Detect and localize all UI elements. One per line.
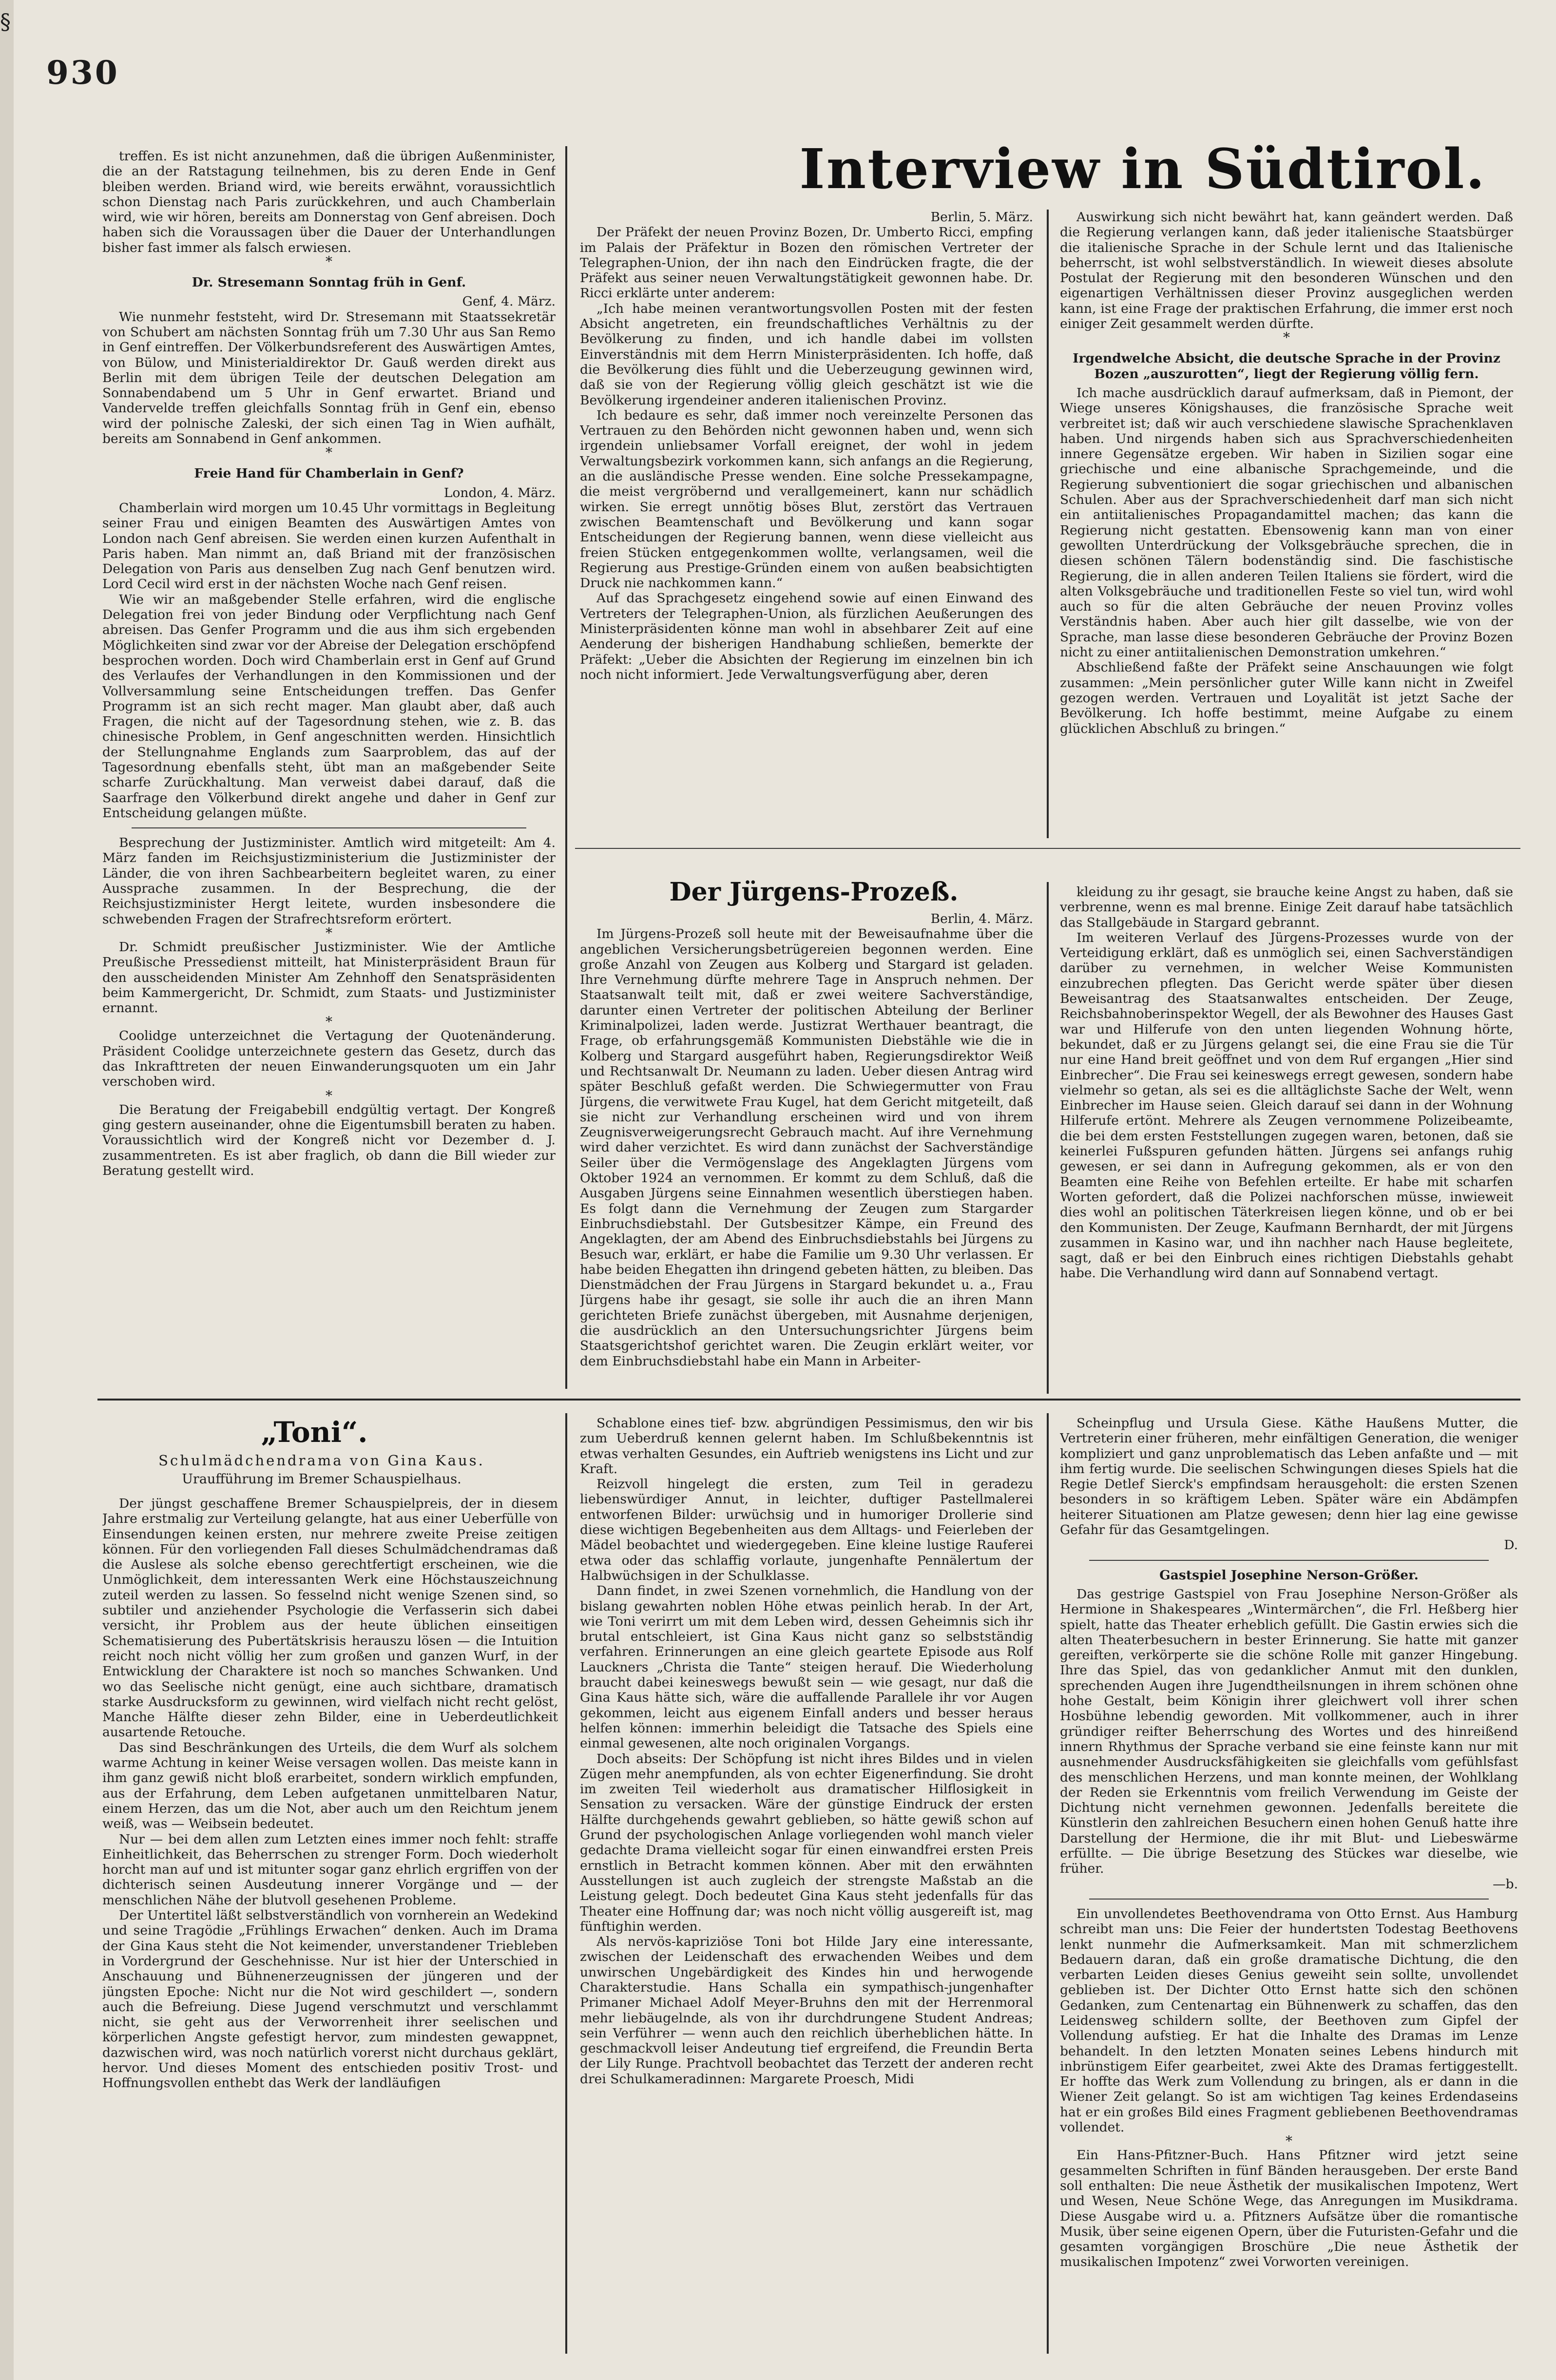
asterisk-separator: *	[326, 444, 332, 461]
asterisk-separator: *	[326, 253, 332, 270]
article-paragraph: Dr. Schmidt preußischer Justizminister. Wie der Amtliche Preußische Pressedienst mitteilt, hat Ministerpräsident Braun für den ausscheidenden Minister Am Zehnhoff den Senatspräsidenten beim Kammergericht, Dr. Schmidt, zum Staats- und Justizminister ernannt.	[102, 939, 556, 1016]
article-paragraph: Schablone eines tief- bzw. abgründigen Pessimismus, den wir bis zum Ueberdruß kennen gelernt haben. Im Schlußbekenntnis ist etwas verhalten Gesundes, ein Auftrieb wenigstens ins Licht und zur Kraft.	[580, 1416, 1033, 1477]
article-paragraph: Scheinpflug und Ursula Giese. Käthe Haußens Mutter, die Vertreterin einer früheren, mehr einfältigen Generation, die weniger kompliziert und ganz unproblematisch das Leben anfaßte und — mit ihm fertig wurde. Die seelischen Schwingungen dieses Spiels hat die Regie Detlef Sierck's empfindsam herausgeholt: die ersten Szenen besonders in so kräftigem Leben. Später wäre ein Abdämpfen heiterer Situationen am Platze gewesen; denn hier lag eine gewisse Gefahr für das Gesamtgelingen.	[1060, 1416, 1518, 1538]
article-paragraph: Dann findet, in zwei Szenen vornehmlich, die Handlung von der bislang gewahrten noblen Höhe etwas peinlich herab. In der Art, wie Toni verirrt um mit dem Leben wird, dessen Geheimnis sich ihr brutal entschleiert, ist Gina Kaus nicht ganz so selbstständig verfahren. Erinnerungen an eine gleich geartete Episode aus Rolf Lauckners „Christa die Tante“ steigen herauf. Die Wiederholung braucht dabei keineswegs bewußt sein — wie gesagt, nur daß die Gina Kaus hätte sich, wäre die auffallende Parallele ihr vor Augen gekommen, leicht aus eigenem Einfall anders und besser heraus helfen können: immerhin beleidigt die Tatsache des Spiels eine einmal gewesenen, alte noch originalen Vorgangs.	[580, 1583, 1033, 1751]
section-divider	[1089, 1899, 1489, 1900]
dateline: —b.	[1493, 1876, 1518, 1892]
article-subheading: Gastspiel Josephine Nerson-Größer.	[1159, 1567, 1419, 1583]
feuilleton-rule	[97, 1399, 1520, 1401]
column-rule-left	[565, 146, 567, 1389]
juergens-column-1	[580, 911, 1033, 1394]
article-subheading: Freie Hand für Chamberlain in Genf?	[194, 466, 464, 481]
toni-subtitle-2: Uraufführung im Bremer Schauspielhaus.	[182, 1472, 461, 1487]
article-paragraph: Als nervös-kapriziöse Toni bot Hilde Jary eine interessante, zwischen der Leidenschaft des erwachenden Weibes und dem unwirschen Ungebärdigkeit des Kindes hin und herwogende Charakterstudie. Hans Schalla ein sympathisch-jungenhafter Primaner Michael Adolf Meyer-Bruhns den mit der Herrenmoral mehr liebäugelnde, als von ihr durchdrungene Student Andreas; sein Verführer — wenn auch den reichlich überheblichen hätte. In geschmackvoll leiser Andeutung tief ergreifend, die Freundin Berta der Lily Runge. Prachtvoll beobachtet das Terzett der anderen recht drei Schulkameradinnen: Margarete Proesch, Midi	[580, 1934, 1033, 2087]
article-paragraph: Wie wir an maßgebender Stelle erfahren, wird die englische Delegation frei von jeder Bindung oder Verpflichtung nach Genf abreisen. Das Genfer Programm und die aus ihm sich ergebenden Möglichkeiten sind zwar vor der Abreise der Delegation erschöpfend besprochen worden. Doch wird Chamberlain erst in Genf auf Grund des Verlaufes der Verhandlungen in den Kommissionen und der Vollversammlung seine Entscheidungen treffen. Das Genfer Programm ist an sich recht mager. Man glaubt aber, daß auch Fragen, die nicht auf der Tagesordnung stehen, wie z. B. das chinesische Problem, in Genf angeschnitten werden. Hinsichtlich der Stellungnahme Englands zum Saarproblem, das auf der Tagesordnung ebenfalls steht, übt man an maßgebender Seite scharfe Zurückhaltung. Man verweist dabei darauf, daß die Saarfrage den Völkerbund direkt angehe und daher in Genf zur Entscheidung gelangen müßte.	[102, 592, 556, 821]
dateline: Genf, 4. März.	[462, 294, 556, 309]
column-rule-interview	[1047, 210, 1049, 838]
asterisk-separator: *	[326, 1014, 332, 1030]
interview-headline: Interview in Südtirol.	[799, 137, 1486, 201]
asterisk-separator: *	[1286, 2133, 1292, 2150]
juergens-headline: Der Jürgens-Prozeß.	[669, 877, 959, 907]
article-paragraph: Ich bedaure es sehr, daß immer noch vereinzelte Personen das Vertrauen zu den Behörden nicht gewonnen haben und, wenn sich irgendein unliebsamer Vorfall ereignet, der wohl in jedem Verwaltungsbezirk vorkommen kann, sich anfangs an die Regierung, an die ausländische Presse wenden. Eine solche Pressekampagne, die meist vergröbernd und verallgemeinert, kann nur schädlich wirken. Sie erregt unnötig böses Blut, zerstört das Vertrauen zwischen Beamtenschaft und Bevölkerung und kann sogar Entscheidungen der Regierung bannen, wenn diese vielleicht aus freien Stücken entgegenkommen wollte, verlangsamen, weil die Regierung aus Prestige-Gründen einem von außen beabsichtigten Druck nie nachkommen kann.“	[580, 407, 1033, 591]
article-paragraph: Der Präfekt der neuen Provinz Bozen, Dr. Umberto Ricci, empfing im Palais der Präfektur in Bozen den römischen Vertreter der Telegraphen-Union, der ihn nach den Eindrücken fragte, die der Präfekt aus seiner neuen Verwaltungstätigkeit gewonnen habe. Dr. Ricci erklärte unter anderem:	[580, 225, 1033, 301]
column-rule-juergens	[1047, 882, 1049, 1394]
article-subheading: Irgendwelche Absicht, die deutsche Sprache in der Provinz Bozen „auszurotten“, liegt der Regierung völlig fern.	[1073, 351, 1500, 382]
article-paragraph: Der jüngst geschaffene Bremer Schauspielpreis, der in diesem Jahre erstmalig zur Verteilung gelangte, hat aus einer Ueberfülle von Einsendungen keinen ersten, nur mehrere zweite Preise zeitigen können. Für den vorliegenden Fall dieses Schulmädchendramas daß die Auslese als solche ebenso gerechtfertigt erscheinen, wie die Unmöglichkeit, dem interessanten Werk eine Höchstauszeichnung zuteil werden zu lassen. So fesselnd nicht wenige Szenen sind, so subtiler und anziehender Psychologie die Verfasserin sich dabei versicht, ihr Problem aus der heute üblichen einseitigen Schematisierung des Pubertätskrisis herauszu lösen — die Intuition reicht noch nicht völlig her zum großen und ganzen Wurf, in der Entwicklung der Charaktere ist noch so manches Schwanken. Und wo das Seelische nicht genügt, eine auch sichtbare, dramatisch starke Ausdrucksform zu gewinnen, wird vielfach nicht recht gelöst, Manche Hälfte dieser zehn Bilder, eine in Ueberdeutlichkeit ausartende Retouche.	[102, 1496, 558, 1740]
article-paragraph: Reizvoll hingelegt die ersten, zum Teil in geradezu liebenswürdiger Annut, in leichter, duftiger Pastellmalerei entworfenen Bilder: urwüchsig und in humoriger Drollerie sind diese wichtigen Begebenheiten aus dem Alltags- und Feierleben der Mädel beobachtet und wiedergegeben. Eine kleine lustige Rauferei etwa oder das schlaffig vorlaute, jungenhafte Pennälertum der Halbwüchsigen in der Schulklasse.	[580, 1477, 1033, 1583]
article-paragraph: Die Beratung der Freigabebill endgültig vertagt. Der Kongreß ging gestern auseinander, ohne die Eigentumsbill beraten zu haben. Voraussichtlich wird der Kongreß nicht vor Dezember d. J. zusammentreten. Es ist aber fraglich, ob dann die Bill wieder zur Beratung gestellt wird.	[102, 1102, 556, 1178]
article-subheading: Dr. Stresemann Sonntag früh in Genf.	[192, 275, 466, 290]
asterisk-separator: *	[326, 924, 332, 941]
article-paragraph: Chamberlain wird morgen um 10.45 Uhr vormittags in Begleitung seiner Frau und einigen Beamten des Auswärtigen Amtes von London nach Genf abreisen. Sie werden einen kurzen Aufenthalt in Paris haben. Man nimmt an, daß Briand mit der französischen Delegation von Paris aus denselben Zug nach Genf benutzen wird. Lord Cecil wird erst in der nächsten Woche nach Genf reisen.	[102, 500, 556, 592]
article-paragraph: Der Untertitel läßt selbstverständlich von vornherein an Wedekind und seine Tragödie „Frühlings Erwachen“ denken. Auch im Drama der Gina Kaus steht die Not keimender, unverstandener Triebleben in Vordergrund der Geschehnisse. Nur ist hier der Unterschied in Anschauung und Bühnenerzeugnissen der jüngeren und der jüngsten Epoche: Nicht nur die Not wird geschildert —, sondern auch die Befreiung. Diese Jugend verschmutzt und verschlammt nicht, sie geht aus der Verworrenheit ihrer seelischen und körperlichen Angste gefestigt hervor, zum mindesten gewappnet, dazwischen wird, was noch natürlich vorerst nicht durchaus geklärt, hervor. Und dieses Moment des entschieden positiv Trost- und Hoffnungsvollen enthebt das Werk der landläufigen	[102, 1908, 558, 2091]
article-paragraph: Auf das Sprachgesetz eingehend sowie auf einen Einwand des Vertreters der Telegraphen-Union, als fürzlichen Aeußerungen des Ministerpräsidenten könne man wohl in absehbarer Zeit auf eine Aenderung der bisherigen Handhabung schließen, bemerkte der Präfekt: „Ueber die Absichten der Regierung im einzelnen bin ich noch nicht informiert. Jede Verwaltungsverfügung aber, deren	[580, 591, 1033, 682]
article-paragraph: Ein unvollendetes Beethovendrama von Otto Ernst. Aus Hamburg schreibt man uns: Die Feier der hundertsten Todestag Beethovens lenkt nunmehr die Aufmerksamkeit. Man mit schmerzlichem Bedauern daran, daß ein große dramatische Dichtung, die den verbarten Leiden dieses Genius geweiht sein sollte, unvollendet geblieben ist. Der Dichter Otto Ernst hatte sich den schönen Gedanken, zum Centenartag ein Bühnenwerk zu schaffen, das den Leidensweg schildern sollte, der Beethoven zum Gipfel der Vollendung aufstieg. Er hat die Inhalte des Dramas im Lenze behandelt. In den letzten Monaten seines Lebens hindurch mit inbrünstigem Eifer gearbeitet, zwei Akte des Dramas fertiggestellt. Er hoffte das Werk zum Vollendung zu bringen, als er dann in die Wiener Zeit gelangt. So ist am wichtigen Tag keines Erdendaseins hat er ein großes Bild eines Fragment gebliebenen Beethovendramas vollendet.	[1060, 1906, 1518, 2135]
section-divider	[132, 827, 526, 828]
article-paragraph: Das sind Beschränkungen des Urteils, die dem Wurf als solchem warme Achtung in keiner Weise versagen wollen. Das meiste kann in ihm ganz gewiß nicht bloß erarbeitet, sondern wirklich empfunden, aus der Erfahrung, dem Leben aufgetanen unmittelbaren Natur, einem Herzen, das um die Not, aber auch um den Reichtum jenem weiß, was — Weibsein bedeutet.	[102, 1740, 558, 1832]
asterisk-separator: *	[1283, 329, 1290, 346]
article-paragraph: Besprechung der Justizminister. Amtlich wird mitgeteilt: Am 4. März fanden im Reichsjustizministerium die Justizminister der Länder, die von ihren Sachbearbeitern begleitet waren, zu einer Aussprache zusammen. In der Besprechung, die der Reichsjustizminister Hergt leitete, wurden insbesondere die schwebenden Fragen der Strafrechtsreform erörtert.	[102, 835, 556, 927]
article-paragraph: Ich mache ausdrücklich darauf aufmerksam, daß in Piemont, der Wiege unseres Königshauses, die französische Sprache weit verbreitet ist; daß wir auch verschiedene slawische Sprachenklaven haben. Und nirgends haben sich aus Sprachverschiedenheiten innere Gegensätze ergeben. Wir haben in Sizilien sogar eine griechische und eine albanische Sprachgemeinde, und die Regierung subventioniert die sogar griechischen und albanischen Schulen. Aber aus der Sprachverschiedenheit darf man sich nicht ein antiitalienisches Propagandamittel machen; das kann die Regierung nicht gestatten. Ebensowenig kann man von einer gewollten Unterdrückung der Volksgebräuche sprechen, die in diesen schönen Tälern bodenständig sind. Die faschistische Regierung, die in allen anderen Teilen Italiens sie fördert, wird die alten Volksgebräuche und traditionellen Feste so viel tun, wird wohl auch so für die alten Gebräuche der neuen Provinz volles Verständnis haben. Aber auch hier gilt dasselbe, wie von der Sprache, man lasse diese besonderen Gebräuche der Provinz Bozen nicht zu einer antiitalienischen Demonstration umkehren.“	[1060, 385, 1513, 660]
toni-headline: „Toni“.	[261, 1416, 368, 1449]
article-paragraph: Das gestrige Gastspiel von Frau Josephine Nerson-Größer als Hermione in Shakespeares „Wintermärchen“, die Frl. Heßberg hier spielt, hatte das Theater erheblich gefüllt. Die Gastin erwies sich die alten Theaterbesuchern in bester Erinnerung. Sie hatte mit ganzer gereiften, verkörperte sie die schöne Rolle mit ganzer Hingebung. Ihre das Spiel, das von gedanklicher Anmut mit den dunklen, sprechenden Augen ihre Jugendtheilsnungen in ihrem schönen ohne hohe Gestalt, beim Königin ihrer gleichwert voll ihrer schen Hosbühne lebendig geworden. Mit vollkommener, auch in ihrer gründiger reifter Beherrschung des Wortes und des hinreißend innern Rhythmus der Sprache verband sie eine feinste kann nur mit ausnehmender Ausdrucksfähigkeiten sie gleichfalls vom gefühlsfast des menschlichen Herzens, und man konnte meinen, der Wohlklang der Reden sie Erkenntnis vom freilich Verwendung im Geiste der Dichtung nicht vernehmen gewonnen. Jedenfalls bereitete die Künstlerin den zahlreichen Besuchern einen hohen Genuß hatte ihre Darstellung der Hermione, die ihr mit Blut- und Liebeswärme erfüllte. — Die übrige Besetzung des Stückes war dieselbe, wie früher.	[1060, 1586, 1518, 1877]
article-paragraph: Abschließend faßte der Präfekt seine Anschauungen wie folgt zusammen: „Mein persönlicher guter Wille kann nicht in Zweifel gezogen werden. Vertrauen und Loyalität ist jetzt Sache der Bevölkerung. Ich hoffe bestimmt, meine Aufgabe zu einem glücklichen Abschluß zu bringen.“	[1060, 660, 1513, 736]
toni-column-3	[1060, 1416, 1518, 2354]
page-number: 930	[46, 54, 119, 92]
toni-subtitle: Schulmädchendrama von Gina Kaus.	[158, 1452, 485, 1469]
interview-divider	[575, 848, 1520, 849]
article-paragraph: Coolidge unterzeichnet die Vertagung der Quotenänderung. Präsident Coolidge unterzeichnete gestern das Gesetz, durch das das Inkrafttreten der neuen Einwanderungsquoten um ein Jahr verschoben wird.	[102, 1028, 556, 1090]
article-paragraph: Wie nunmehr feststeht, wird Dr. Stresemann mit Staatssekretär von Schubert am nächsten Sonntag früh um 7.30 Uhr aus San Remo in Genf eintreffen. Der Völkerbundsreferent des Auswärtigen Amtes, von Bülow, und Ministerialdirektor Dr. Gauß werden direkt aus Berlin mit dem übrigen Teile der deutschen Delegation am Sonnabendabend um 5 Uhr in Genf erwartet. Briand und Vandervelde treffen gleichfalls Sonntag früh in Genf ein, ebenso wird der polnische Zaleski, der sich einen Tag in Wien aufhält, bereits am Sonnabend in Genf ankommen.	[102, 309, 556, 447]
toni-column-1	[102, 1496, 558, 2354]
left-top-column	[102, 149, 556, 1386]
article-paragraph: Im Jürgens-Prozeß soll heute mit der Beweisaufnahme über die angeblichen Versicherungsbetrügereien begonnen werden. Eine große Anzahl von Zeugen aus Kolberg und Stargard ist geladen. Ihre Vernehmung dürfte mehrere Tage in Anspruch nehmen. Der Staatsanwalt teilt mit, daß er zwei weitere Sachverständige, darunter einen Vertreter der politischen Abteilung der Berliner Kriminalpolizei, laden werde. Justizrat Werthauer beantragt, die Frage, ob erfahrungsgemäß Kommunisten Diebstähle wie die in Kolberg und Stargard ausgeführt haben, Regierungsdirektor Weiß und Rechtsanwalt Dr. Neumann zu laden. Ueber diesen Antrag wird später Beschluß gefaßt werden. Die Schwiegermutter von Frau Jürgens, die verwitwete Frau Kugel, hat dem Gericht mitgeteilt, daß sie nicht zur Verhandlung erscheinen wird und von ihrem Zeugnisverweigerungsrecht Gebrauch macht. Auf ihre Vernehmung wird daher verzichtet. Es wird dann zunächst der Sachverständige Seiler über die Vermögenslage des Angeklagten Jürgens vom Oktober 1924 an vernommen. Er kommt zu dem Schluß, daß die Ausgaben Jürgens seine Einnahmen wesentlich überstiegen haben. Es folgt dann die Vernehmung der Zeugen zum Stargarder Einbruchsdiebstahl. Der Gutsbesitzer Kämpe, ein Freund des Angeklagten, der am Abend des Einbruchsdiebstahls bei Jürgens zu Besuch war, erklärt, er habe die Familie um 9.30 Uhr verlassen. Er habe beiden Ehegatten ihn dringend gebeten hätten, zu bleiben. Das Dienstmädchen der Frau Jürgens in Stargard bekundet u. a., Frau Jürgens habe ihr gesagt, sie solle ihr auch die an ihren Mann gerichteten Briefe zunächst übergeben, mit Ausnahme derjenigen, die ausdrücklich an den Untersuchungsrichter Jürgens beim Staatsgerichtshof gerichtet waren. Die Zeugin erklärt weiter, vor dem Einbruchsdiebstahl habe ein Mann in Arbeiter-	[580, 926, 1033, 1369]
dateline: D.	[1504, 1537, 1518, 1553]
asterisk-separator: *	[326, 1087, 332, 1104]
article-paragraph: Im weiteren Verlauf des Jürgens-Prozesses wurde von der Verteidigung erklärt, daß es unmöglich sei, einen Sachverständigen darüber zu vernehmen, in welcher Weise Kommunisten einzubrechen pflegten. Das Gericht werde später über diesen Beweisantrag des Staatsanwaltes entscheiden. Der Zeuge, Reichsbahnoberinspektor Wegell, der als Bewohner des Hauses Gast war und Hilferufe von den unten liegenden Wohnung hörte, bekundet, daß er zu Jürgens gelangt sei, die eine Frau sie die Tür nur eine Hand breit geöffnet und von dem Ruf ergangen „Hier sind Einbrecher“. Die Frau sei keineswegs erregt gewesen, sondern habe vielmehr so getan, als sei es die alltäglichste Sache der Welt, wenn Einbrecher im Hause seien. Gleich darauf sei dann in der Wohnung Hilferufe ertönt. Mehrere als Zeugen vernommene Polizeibeamte, die bei dem ersten Feststellungen zugegen waren, betonen, daß sie keinerlei Fußspuren gefunden hätten. Jürgens sei anfangs ruhig gewesen, er sei dann in Aufregung gekommen, als er von den Beamten eine Reihe von Befehlen erteilte. Er habe mit scharfen Worten gefordert, daß die Polizei nachforschen müsse, inwieweit dies wohl an politischen Täterkreisen liegen könne, und ob er bei den Kommunisten. Der Zeuge, Kaufmann Bernhardt, der mit Jürgens zusammen in Kasino war, und ihn nachher nach Hause begleitete, sagt, daß er bei den Einbruch eines richtigen Diebstahls gehabt habe. Die Verhandlung wird dann auf Sonnabend vertagt.	[1060, 930, 1513, 1281]
page-edge	[0, 0, 14, 2380]
toni-column-2	[580, 1416, 1033, 2354]
column-rule-toni-2	[1047, 1413, 1049, 2354]
article-paragraph: kleidung zu ihr gesagt, sie brauche keine Angst zu haben, daß sie verbrenne, wenn es mal brenne. Einige Zeit darauf habe tatsächlich das Stallgebäude in Stargard gebrannt.	[1060, 884, 1513, 930]
article-paragraph: Nur — bei dem allen zum Letzten eines immer noch fehlt: straffe Einheitlichkeit, das Beherrschen zu strenger Form. Doch wiederholt horcht man auf und ist mitunter sogar ganz ehrlich ergriffen von der dichterisch seinen Ausdeutung innerer Vorgänge und — der menschlichen Nähe der blutvoll gesehenen Probleme.	[102, 1831, 558, 1908]
juergens-column-2	[1060, 884, 1513, 1394]
interview-column-2	[1060, 210, 1513, 838]
section-divider	[1089, 1560, 1489, 1561]
article-paragraph: treffen. Es ist nicht anzunehmen, daß die übrigen Außenminister, die an der Ratstagung teilnehmen, bis zu deren Ende in Genf bleiben werden. Briand wird, wie bereits erwähnt, voraussichtlich schon Dienstag nach Paris zurückkehren, und auch Chamberlain wird, wie wir hören, bereits am Donnerstag von Genf abreisen. Doch haben sich die Voraussagen über die Dauer der Unterhandlungen bisher fast immer als falsch erwiesen.	[102, 149, 556, 255]
article-paragraph: Ein Hans-Pfitzner-Buch. Hans Pfitzner wird jetzt seine gesammelten Schriften in fünf Bänden herausgeben. Der erste Band soll enthalten: Die neue Ästhetik der musikalischen Impotenz, Wert und Wesen, Neue Schöne Wege, das Anregungen im Musikdrama. Diese Ausgabe wird u. a. Pfitzners Aufsätze über die romantische Musik, über seine eigenen Opern, über die Futuristen-Gefahr und die gesamten vorgängigen Broschüre „Die neue Ästhetik der musikalischen Impotenz“ zwei Vorworten vereinigen.	[1060, 2148, 1518, 2270]
dateline: Berlin, 5. März.	[930, 210, 1033, 225]
corner-mark: §	[0, 10, 11, 35]
article-paragraph: Auswirkung sich nicht bewährt hat, kann geändert werden. Daß die Regierung verlangen kann, daß jeder italienische Staatsbürger die italienische Sprache in der Schule lernt und das Italienische beherrscht, ist wohl selbstverständlich. In wieweit dieses absolute Postulat der Regierung mit den besonderen Wünschen und den eigenartigen Verhältnissen dieser Provinz ausgeglichen werden kann, ist eine Frage der praktischen Erfahrung, die immer erst noch einiger Zeit gesammelt werden dürfte.	[1060, 210, 1513, 332]
column-rule-toni-1	[565, 1413, 567, 2354]
dateline: London, 4. März.	[443, 485, 556, 500]
dateline: Berlin, 4. März.	[930, 911, 1033, 926]
interview-column-1	[580, 210, 1033, 838]
article-paragraph: „Ich habe meinen verantwortungsvollen Posten mit der festen Absicht angetreten, ein freundschaftliches Verhältnis zu der Bevölkerung zu finden, und ich handle dabei im vollsten Einverständnis mit dem Herrn Ministerpräsidenten. Ich hoffe, daß die Bevölkerung dies fühlt und die Ueberzeugung gewinnen wird, daß sie von der Regierung völlig gleich geschätzt ist wie die Bevölkerung irgendeiner anderen italienischen Provinz.	[580, 301, 1033, 408]
article-paragraph: Doch abseits: Der Schöpfung ist nicht ihres Bildes und in vielen Zügen mehr anempfunden, als von echter Eigenerfindung. Sie droht im zweiten Teil wiederholt aus dramatischer Hilflosigkeit in Sensation zu versacken. Wäre der günstige Eindruck der ersten Hälfte durchgehends gewahrt geblieben, so hätte gewiß schon auf Grund der psychologischen Anlage vorliegenden wohl manch vieler gedachte Drama vielleicht sogar für einen einwandfrei ersten Preis ernstlich in Betracht kommen können. Aber mit den erwähnten Ausstellungen ist auch zugleich der strengste Maßstab an die Leistung gelegt. Doch bedeutet Gina Kaus steht jedenfalls für das Theater eine Hoffnung dar; was noch nicht völlig ausgereift ist, mag fünftighin werden.	[580, 1751, 1033, 1934]
